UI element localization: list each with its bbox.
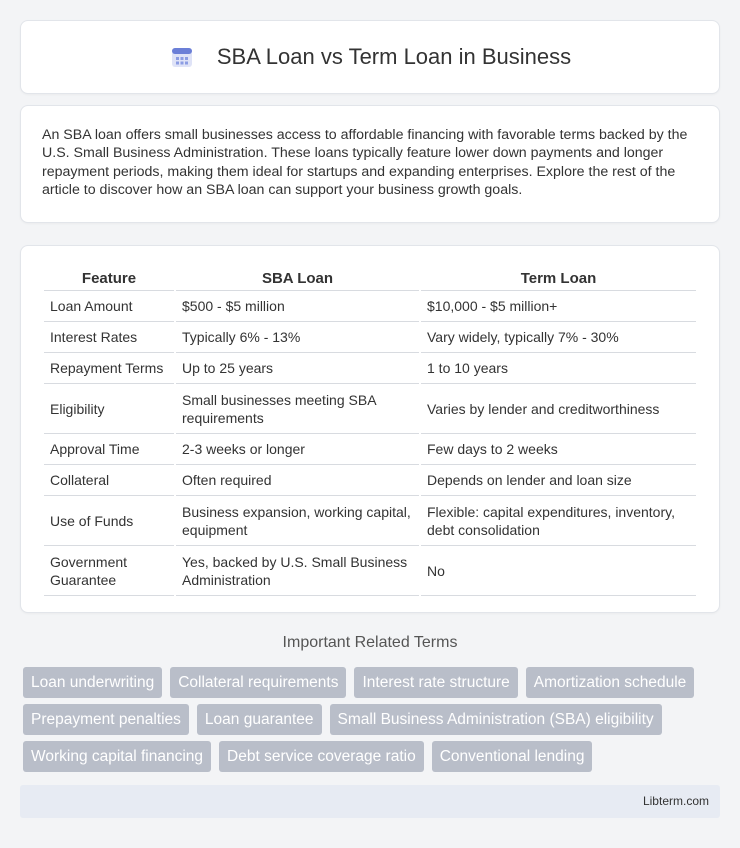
row-feature: Collateral <box>44 465 174 496</box>
row-feature: Interest Rates <box>44 322 174 353</box>
row-sba-value: $500 - $5 million <box>176 291 419 322</box>
related-term-tag[interactable]: Conventional lending <box>432 741 593 772</box>
header-feature: Feature <box>44 265 174 291</box>
row-feature: Use of Funds <box>44 496 174 546</box>
related-term-tag[interactable]: Debt service coverage ratio <box>219 741 424 772</box>
row-term-value: Depends on lender and loan size <box>421 465 696 496</box>
table-row <box>44 291 696 322</box>
table-row <box>44 353 696 384</box>
header-sba-loan: SBA Loan <box>176 265 419 291</box>
footer-site-link[interactable]: Libterm.com <box>642 794 709 808</box>
tag-row <box>23 667 723 698</box>
related-term-tag[interactable]: Loan underwriting <box>23 667 162 698</box>
row-sba-value: Yes, backed by U.S. Small Business Administration <box>176 546 419 596</box>
row-term-value: Few days to 2 weeks <box>421 434 696 465</box>
related-term-tag[interactable]: Working capital financing <box>23 741 211 772</box>
row-sba-value: 2-3 weeks or longer <box>176 434 419 465</box>
row-sba-value: Small businesses meeting SBA requirements <box>176 384 419 434</box>
row-term-value: $10,000 - $5 million+ <box>421 291 696 322</box>
row-feature: Eligibility <box>44 384 174 434</box>
row-term-value: 1 to 10 years <box>421 353 696 384</box>
related-terms-tags <box>23 667 723 778</box>
table-row <box>44 384 696 434</box>
related-term-tag[interactable]: Collateral requirements <box>170 667 346 698</box>
related-term-tag[interactable]: Interest rate structure <box>354 667 517 698</box>
page-title-text: SBA Loan vs Term Loan in Business <box>216 44 572 69</box>
tag-row <box>23 704 723 735</box>
row-feature: Approval Time <box>44 434 174 465</box>
row-feature: Repayment Terms <box>44 353 174 384</box>
related-term-tag[interactable]: Amortization schedule <box>526 667 695 698</box>
table-row <box>44 322 696 353</box>
header-term-loan: Term Loan <box>421 265 696 291</box>
comparison-table <box>42 265 698 596</box>
table-row <box>44 496 696 546</box>
row-sba-value: Typically 6% - 13% <box>176 322 419 353</box>
intro-card <box>20 105 720 223</box>
intro-text: An SBA loan offers small businesses access to affordable financing with favorable terms backed by the U.S. Small Business Administration. These loans typically feature lower down payments and longer repayment periods, making them ideal for startups and expanding enterprises. Explore the rest of the article to discover how an SBA loan can support your business growth goals. <box>42 127 688 199</box>
related-terms-title: Important Related Terms <box>282 634 458 651</box>
related-term-tag[interactable]: Loan guarantee <box>197 704 322 735</box>
comparison-table-card <box>20 245 720 613</box>
related-term-tag[interactable]: Small Business Administration (SBA) eligibility <box>330 704 662 735</box>
related-term-tag[interactable]: Prepayment penalties <box>23 704 189 735</box>
row-term-value: Flexible: capital expenditures, inventory, debt consolidation <box>421 496 696 546</box>
row-term-value: No <box>421 546 696 596</box>
title-card <box>20 20 720 94</box>
table-row <box>44 546 696 596</box>
row-sba-value: Often required <box>176 465 419 496</box>
row-sba-value: Up to 25 years <box>176 353 419 384</box>
table-header-row <box>44 265 696 291</box>
row-sba-value: Business expansion, working capital, equipment <box>176 496 419 546</box>
row-feature: Government Guarantee <box>44 546 174 596</box>
table-row <box>44 465 696 496</box>
calendar-icon <box>169 44 195 70</box>
tag-row <box>23 741 723 772</box>
row-feature: Loan Amount <box>44 291 174 322</box>
row-term-value: Vary widely, typically 7% - 30% <box>421 322 696 353</box>
row-term-value: Varies by lender and creditworthiness <box>421 384 696 434</box>
table-row <box>44 434 696 465</box>
page-title <box>169 44 571 70</box>
footer <box>20 785 720 818</box>
